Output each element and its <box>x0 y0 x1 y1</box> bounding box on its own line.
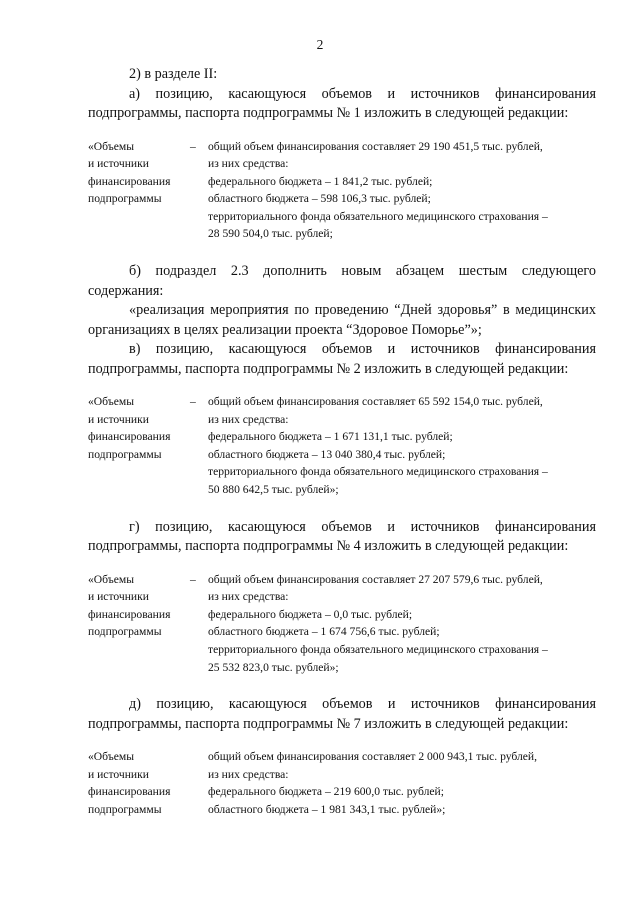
item-v-paragraph: в) позицию, касающуюся объемов и источников финансирования подпрограммы, паспорта подпрограммы № 2 изложить в следующей редакции: <box>88 341 596 377</box>
block-dash: – <box>190 139 196 153</box>
item-g-paragraph: г) позицию, касающуюся объемов и источников финансирования подпрограммы, паспорта подпрограммы № 4 изложить в следующей редакции: <box>88 518 596 555</box>
block-dash: – <box>190 395 196 409</box>
financing-block-2 <box>88 393 596 499</box>
block-values: общий объем финансирования составляет 65 592 154,0 тыс. рублей, из них средства: федерального бюджета – 1 671 131,1 тыс. рублей; областного бюджета – 13 040 380,4 тыс. рублей; территориального фонда обязательного медицинского страхования – 50 880 642,5 тыс. рублей»; <box>208 395 548 497</box>
section-line: 2) в разделе II: <box>129 66 218 82</box>
block-label: «Объемы и источники финансирования подпрограммы <box>88 395 171 461</box>
item-b-paragraph: б) подраздел 2.3 дополнить новым абзацем шестым следующего содержания: <box>88 263 596 299</box>
financing-block-1 <box>88 138 596 244</box>
block-label: «Объемы и источники финансирования подпрограммы <box>88 750 171 816</box>
document-body <box>88 65 596 819</box>
block-values: общий объем финансирования составляет 27 207 579,6 тыс. рублей, из них средства: федерального бюджета – 0,0 тыс. рублей; областного бюджета – 1 674 756,6 тыс. рублей; территориального фонда обязательного медицинского страхования – 25 532 823,0 тыс. рублей»; <box>208 572 548 674</box>
page-number: 2 <box>316 37 324 52</box>
item-b-quote: «реализация мероприятия по проведению “Дней здоровья” в медицинских организациях в целях реализации проекта “Здоровое Поморье”»; <box>88 302 596 338</box>
block-dash: – <box>190 572 196 586</box>
financing-block-3 <box>88 571 596 677</box>
block-values: общий объем финансирования составляет 2 000 943,1 тыс. рублей, из них средства: федерального бюджета – 219 600,0 тыс. рублей; областного бюджета – 1 981 343,1 тыс. рублей»; <box>208 750 538 816</box>
block-label: «Объемы и источники финансирования подпрограммы <box>88 572 171 639</box>
block-values: общий объем финансирования составляет 29 190 451,5 тыс. рублей, из них средства: федерального бюджета – 1 841,2 тыс. рублей; областного бюджета – 598 106,3 тыс. рублей; территориального фонда обязательного медицинского страхования – 28 590 504,0 тыс. рублей; <box>208 139 548 241</box>
block-dash <box>190 748 208 818</box>
item-d-paragraph: д) позицию, касающуюся объемов и источников финансирования подпрограммы, паспорта подпрограммы № 7 изложить в следующей редакции: <box>88 696 596 732</box>
block-label: «Объемы и источники финансирования подпрограммы <box>88 139 171 206</box>
financing-block-4 <box>88 748 596 818</box>
item-a-paragraph: а) позицию, касающуюся объемов и источников финансирования подпрограммы, паспорта подпрограммы № 1 изложить в следующей редакции: <box>88 85 596 121</box>
